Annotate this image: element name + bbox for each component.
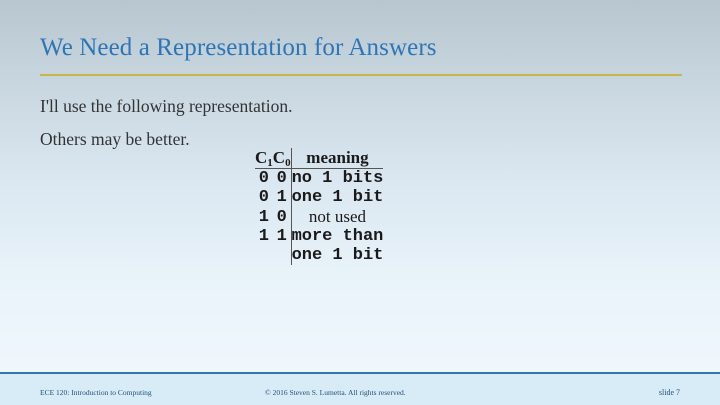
cell-meaning-continued: one 1 bit bbox=[291, 246, 384, 265]
cell-c1: 0 bbox=[258, 188, 269, 207]
cell-c0: 0 bbox=[276, 169, 287, 188]
page-title: We Need a Representation for Answers bbox=[40, 34, 437, 61]
truth-table-body bbox=[255, 169, 383, 266]
cell-meaning: one 1 bit bbox=[291, 188, 384, 207]
cell-c1: 0 bbox=[258, 169, 269, 188]
cell-meaning: no 1 bits bbox=[291, 169, 384, 188]
table-row bbox=[255, 188, 383, 207]
truth-table-container bbox=[255, 148, 495, 265]
footer-slide-number: slide 7 bbox=[658, 388, 680, 397]
title-divider bbox=[40, 74, 682, 76]
body-text-line-2: Others may be better. bbox=[40, 129, 190, 149]
cell-meaning: not used bbox=[308, 207, 367, 226]
table-header-row bbox=[255, 148, 383, 169]
truth-table-header bbox=[255, 148, 383, 169]
column-header-c0: $C_0$ bbox=[272, 148, 291, 169]
cell-c0: 1 bbox=[276, 188, 287, 207]
cell-c1: 1 bbox=[258, 207, 269, 227]
column-header-meaning: meaning bbox=[292, 148, 384, 169]
footer-course-label: ECE 120: Introduction to Computing bbox=[40, 388, 152, 397]
cell-c0-empty bbox=[273, 246, 291, 265]
column-header-c1: $C_1$ bbox=[255, 148, 273, 169]
body-text-line-1: I'll use the following representation. bbox=[40, 96, 293, 116]
cell-c0: 0 bbox=[276, 207, 287, 227]
footer-copyright: © 2016 Steven S. Lumetta. All rights reserved. bbox=[265, 388, 406, 397]
table-row bbox=[255, 227, 383, 246]
cell-c0: 1 bbox=[276, 227, 287, 246]
truth-table bbox=[255, 148, 383, 265]
table-row bbox=[255, 169, 383, 189]
cell-c1-empty bbox=[255, 246, 273, 265]
table-row bbox=[255, 207, 383, 227]
cell-meaning: more than bbox=[291, 227, 384, 246]
table-row-continuation bbox=[255, 246, 383, 265]
cell-c1: 1 bbox=[258, 227, 269, 246]
